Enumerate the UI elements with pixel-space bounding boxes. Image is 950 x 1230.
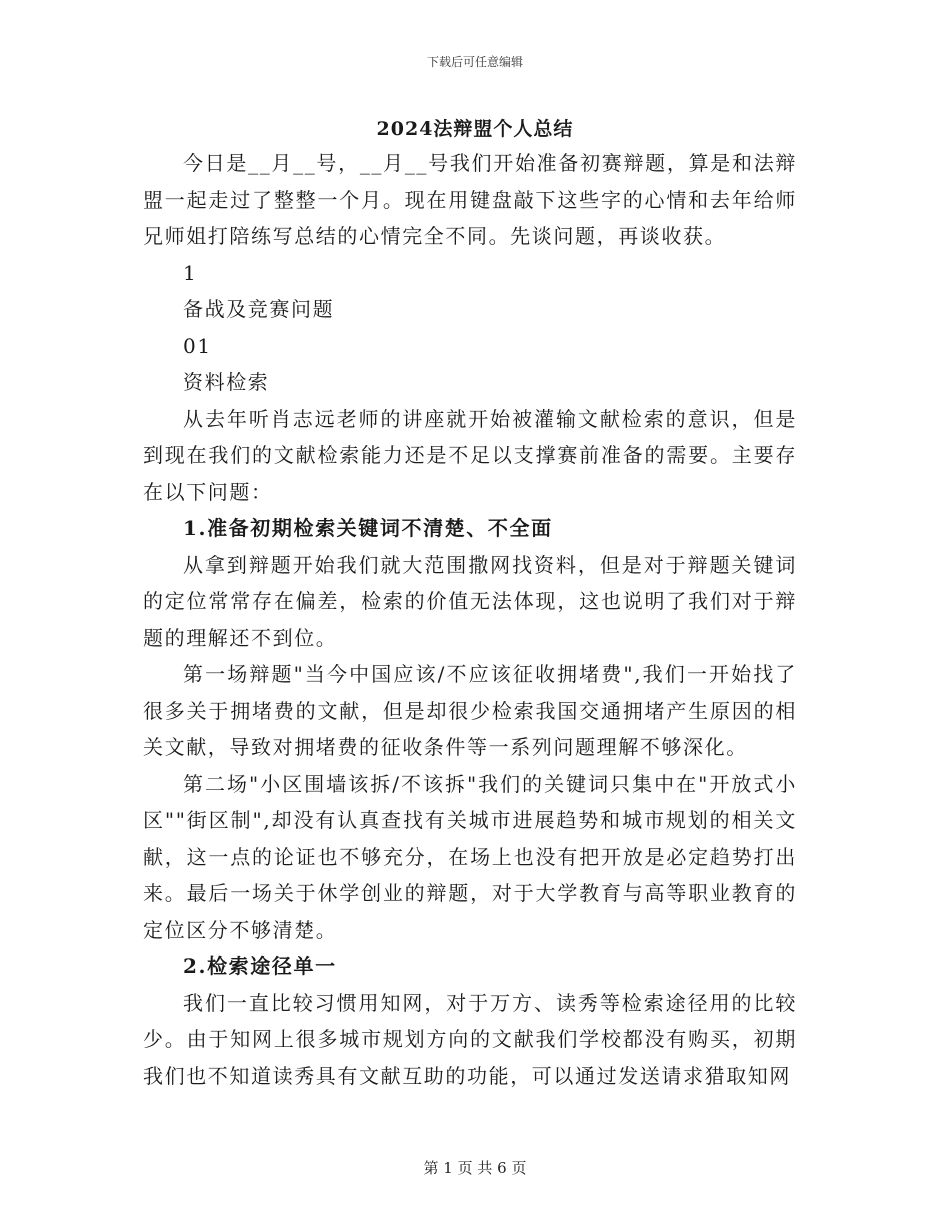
page-header-note: 下载后可任意编辑 [426, 55, 523, 69]
paragraph-debate-two: 第二场"小区围墙该拆/不该拆"我们的关键词只集中在"开放式小区""街区制",却没有认真查找有关城市进展趋势和城市规划的相关文献，这一点的论证也不够充分，在场上也没有把开放是必定趋势打出来。最后一场关于休学创业的辩题，对于大学教育与高等职业教育的定位区分不够清楚。 [143, 771, 797, 942]
document-title: 2024法辩盟个人总结 [376, 118, 574, 140]
heading-keywords: 1.准备初期检索关键词不清楚、不全面 [183, 516, 553, 540]
paragraph-retrieval-intro: 从去年听肖志远老师的讲座就开始被灌输文献检索的意识，但是到现在我们的文献检索能力还是不足以支撑赛前准备的需要。主要存在以下问题： [143, 406, 797, 504]
page-footer: 第 1 页 共 6 页 [423, 1159, 527, 1177]
section-number: 1 [183, 260, 198, 285]
paragraph-intro: 今日是__月__号，__月__号我们开始准备初赛辩题，算是和法辩盟一起走过了整整一个月。现在用键盘敲下这些字的心情和去年给师兄师姐打陪练写总结的心情完全不同。先谈问题，再谈收获。 [143, 151, 797, 248]
paragraph-debate-one: 第一场辩题"当今中国应该/不应该征收拥堵费",我们一开始找了很多关于拥堵费的文献，但是却很少检索我国交通拥堵产生原因的相关文献，导致对拥堵费的征收条件等一系列问题理解不够深化。 [143, 662, 797, 759]
section-title: 备战及竞赛问题 [183, 297, 335, 321]
document-body [143, 145, 797, 1094]
paragraph-single-channel: 我们一直比较习惯用知网，对于万方、读秀等检索途径用的比较少。由于知网上很多城市规划方向的文献我们学校都没有购买，初期我们也不知道读秀具有文献互助的功能，可以通过发送请求猎取知网 [143, 990, 797, 1088]
heading-single-channel: 2.检索途径单一 [183, 954, 337, 978]
subsection-title: 资料检索 [183, 370, 270, 394]
paragraph-keywords: 从拿到辩题开始我们就大范围撒网找资料，但是对于辩题关键词的定位常常存在偏差，检索的价值无法体现，这也说明了我们对于辩题的理解还不到位。 [143, 552, 797, 650]
subsection-number: 01 [183, 333, 212, 358]
